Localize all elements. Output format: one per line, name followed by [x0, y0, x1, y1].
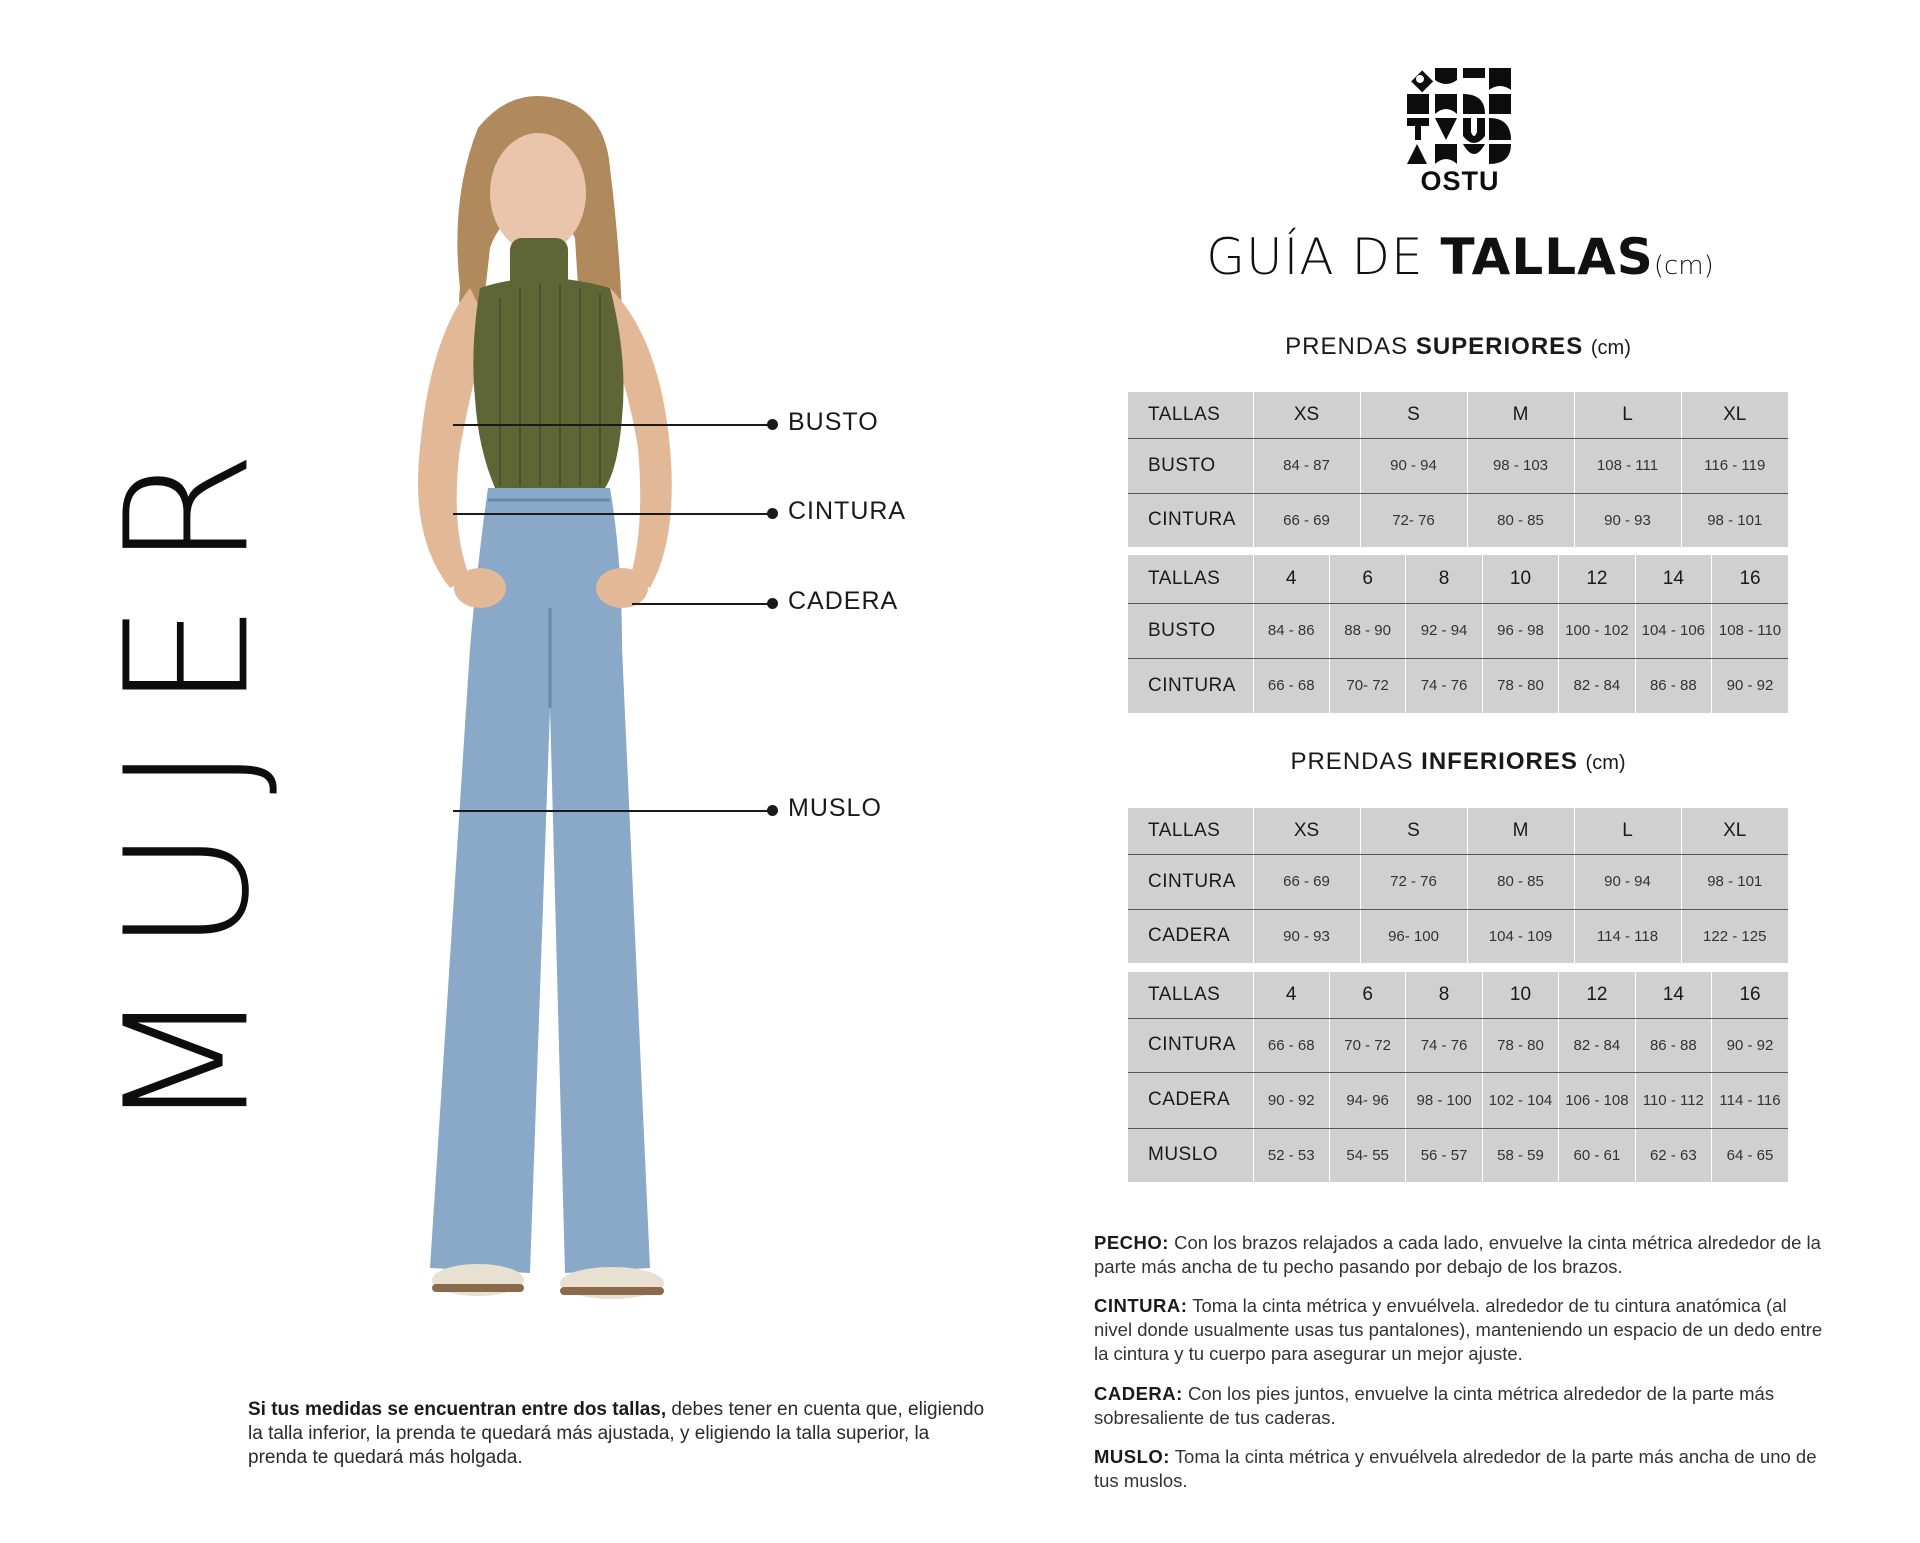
- table-row: [1128, 603, 1788, 658]
- table-cell: 98 - 101: [1681, 493, 1788, 547]
- table-cell: 98 - 101: [1681, 854, 1788, 909]
- table-cell: 14: [1635, 555, 1711, 603]
- table-cell: 12: [1559, 972, 1635, 1018]
- upper-section-title: [1108, 333, 1808, 361]
- muslo-line: [453, 810, 773, 812]
- table-cell: XS: [1253, 808, 1360, 854]
- definition-pecho: [1094, 1231, 1824, 1279]
- lower-title-emphasis: INFERIORES: [1421, 748, 1578, 775]
- title-emphasis: TALLAS: [1440, 228, 1654, 286]
- definition-term: CADERA:: [1094, 1383, 1183, 1404]
- busto-dot: [767, 419, 778, 430]
- upper-numbers-table: [1128, 555, 1788, 713]
- cintura-line: [453, 513, 773, 515]
- title-prefix: GUÍA DE: [1206, 228, 1424, 286]
- table-cell: 98 - 100: [1406, 1072, 1482, 1128]
- table-cell: 104 - 106: [1635, 603, 1711, 658]
- table-cell: BUSTO: [1128, 438, 1253, 493]
- table-row: [1128, 854, 1788, 909]
- table-cell: 90 - 94: [1574, 854, 1681, 909]
- upper-title-unit: (cm): [1590, 337, 1631, 359]
- table-cell: MUSLO: [1148, 1144, 1219, 1166]
- cadera-dot: [767, 598, 778, 609]
- table-cell: CADERA: [1148, 925, 1231, 947]
- table-cell: TALLAS: [1128, 392, 1253, 438]
- table-cell: 100 - 102: [1559, 603, 1635, 658]
- table-cell: 78 - 80: [1482, 1018, 1558, 1072]
- cintura-dot: [767, 508, 778, 519]
- table-cell: 64 - 65: [1712, 1128, 1788, 1182]
- table-cell: 96- 100: [1360, 909, 1467, 963]
- cintura-label: CINTURA: [788, 497, 907, 525]
- definition-text: Con los brazos relajados a cada lado, envuelve la cinta métrica alrededor de la parte más ancha de tu pecho pasando por debajo de los brazos.: [1094, 1232, 1821, 1277]
- table-cell: 82 - 84: [1559, 658, 1635, 713]
- definition-term: PECHO:: [1094, 1232, 1169, 1253]
- table-cell: 70 - 72: [1329, 1018, 1405, 1072]
- muslo-dot: [767, 805, 778, 816]
- table-cell: 86 - 88: [1635, 1018, 1711, 1072]
- table-cell: 16: [1712, 972, 1788, 1018]
- table-cell: 90 - 92: [1712, 658, 1788, 713]
- upper-title-emphasis: SUPERIORES: [1415, 333, 1584, 360]
- table-cell: 78 - 80: [1482, 658, 1558, 713]
- table-cell: TALLAS: [1128, 972, 1253, 1018]
- side-title: [89, 416, 287, 1134]
- table-cell: 66 - 69: [1253, 854, 1360, 909]
- table-cell: TALLAS: [1128, 555, 1253, 603]
- table-cell: S: [1360, 392, 1467, 438]
- table-cell: 66 - 68: [1253, 1018, 1329, 1072]
- table-row: [1128, 1072, 1788, 1128]
- table-cell: 106 - 108: [1559, 1072, 1635, 1128]
- table-cell: 92 - 94: [1406, 603, 1482, 658]
- lower-letters-table: [1128, 808, 1788, 963]
- table-header-row: [1128, 972, 1788, 1018]
- definition-term: CINTURA:: [1094, 1295, 1188, 1316]
- table-row: [1128, 1018, 1788, 1072]
- table-header-row: [1128, 808, 1788, 854]
- table-row: [1128, 493, 1788, 547]
- table-cell: 72 - 76: [1360, 854, 1467, 909]
- table-cell: 108 - 111: [1574, 438, 1681, 493]
- table-cell: 62 - 63: [1635, 1128, 1711, 1182]
- upper-letters-table: [1128, 392, 1788, 547]
- table-cell: 108 - 110: [1712, 603, 1788, 658]
- upper-title-prefix: PRENDAS: [1285, 333, 1409, 360]
- logo-text: OSTU: [1420, 166, 1500, 196]
- table-cell: 90 - 92: [1712, 1018, 1788, 1072]
- definition-muslo: [1094, 1445, 1824, 1493]
- table-cell: 70- 72: [1329, 658, 1405, 713]
- table-cell: 116 - 119: [1681, 438, 1788, 493]
- table-cell: 110 - 112: [1635, 1072, 1711, 1128]
- busto-label: BUSTO: [788, 408, 879, 436]
- table-cell: 52 - 53: [1253, 1128, 1329, 1182]
- table-cell: 86 - 88: [1635, 658, 1711, 713]
- lower-title-unit: (cm): [1585, 752, 1626, 774]
- table-cell: 84 - 87: [1253, 438, 1360, 493]
- table-cell: 94- 96: [1329, 1072, 1405, 1128]
- table-cell: 66 - 68: [1253, 658, 1329, 713]
- table-cell: XL: [1681, 392, 1788, 438]
- table-cell: XL: [1681, 808, 1788, 854]
- table-cell: 90 - 92: [1253, 1072, 1329, 1128]
- title-unit: (cm): [1653, 251, 1714, 281]
- table-header-row: [1128, 392, 1788, 438]
- table-cell: 74 - 76: [1406, 1018, 1482, 1072]
- table-cell: 58 - 59: [1482, 1128, 1558, 1182]
- table-cell: 56 - 57: [1406, 1128, 1482, 1182]
- table-cell: L: [1574, 808, 1681, 854]
- cadera-line: [632, 603, 773, 605]
- table-cell: 4: [1253, 972, 1329, 1018]
- table-cell: 90 - 94: [1360, 438, 1467, 493]
- table-cell: 8: [1406, 555, 1482, 603]
- table-cell: 54- 55: [1329, 1128, 1405, 1182]
- table-cell: 80 - 85: [1467, 493, 1574, 547]
- table-cell: CINTURA: [1128, 1018, 1253, 1072]
- table-cell: 90 - 93: [1574, 493, 1681, 547]
- definition-cadera: [1094, 1382, 1824, 1430]
- table-header-row: [1128, 555, 1788, 603]
- lower-section-title: [1108, 748, 1808, 776]
- table-cell: 12: [1559, 555, 1635, 603]
- table-cell: 6: [1329, 555, 1405, 603]
- table-cell: M: [1467, 808, 1574, 854]
- table-cell: 96 - 98: [1482, 603, 1558, 658]
- cadera-label: CADERA: [788, 587, 899, 615]
- size-note: [248, 1398, 988, 1470]
- table-cell: 80 - 85: [1467, 854, 1574, 909]
- definition-text: Con los pies juntos, envuelve la cinta métrica alrededor de la parte más sobresaliente de tus caderas.: [1094, 1383, 1775, 1428]
- table-cell: 72- 76: [1360, 493, 1467, 547]
- table-cell: 60 - 61: [1559, 1128, 1635, 1182]
- table-cell: 88 - 90: [1329, 603, 1405, 658]
- table-cell: L: [1574, 392, 1681, 438]
- side-title-text: MUJER: [89, 416, 287, 1134]
- table-cell: 8: [1406, 972, 1482, 1018]
- definition-text: Toma la cinta métrica y envuélvela. alrededor de tu cintura anatómica (al nivel donde usualmente usas tus pantalones), manteniendo un espacio de un dedo entre la cintura y tu cuerpo para asegurar un mejor ajuste.: [1094, 1295, 1823, 1364]
- table-cell: 82 - 84: [1559, 1018, 1635, 1072]
- definition-text: Toma la cinta métrica y envuélvela alrededor de la parte más ancha de uno de tus muslos.: [1094, 1446, 1817, 1491]
- size-note-bold: Si tus medidas se encuentran entre dos tallas,: [248, 1399, 667, 1420]
- table-cell: BUSTO: [1128, 603, 1253, 658]
- table-row: [1128, 1128, 1788, 1182]
- definition-cintura: [1094, 1294, 1824, 1366]
- table-cell: 66 - 69: [1253, 493, 1360, 547]
- muslo-label: MUSLO: [788, 794, 882, 822]
- table-cell: M: [1467, 392, 1574, 438]
- table-cell: CINTURA: [1148, 674, 1236, 696]
- table-cell: TALLAS: [1128, 808, 1253, 854]
- table-cell: 16: [1712, 555, 1788, 603]
- table-cell: CINTURA: [1128, 854, 1253, 909]
- lower-title-prefix: PRENDAS: [1290, 748, 1414, 775]
- table-cell: 84 - 86: [1253, 603, 1329, 658]
- ostu-geometric-logo: [1405, 66, 1515, 166]
- table-cell: S: [1360, 808, 1467, 854]
- page-title: [1100, 228, 1820, 286]
- table-cell: 114 - 118: [1574, 909, 1681, 963]
- table-cell: 122 - 125: [1681, 909, 1788, 963]
- table-cell: XS: [1253, 392, 1360, 438]
- woman-model-figure: [360, 88, 740, 1328]
- table-cell: CADERA: [1128, 1072, 1253, 1128]
- table-cell: 74 - 76: [1406, 658, 1482, 713]
- table-row: [1128, 438, 1788, 493]
- table-row: [1128, 658, 1788, 713]
- table-cell: 4: [1253, 555, 1329, 603]
- table-cell: 102 - 104: [1482, 1072, 1558, 1128]
- size-note-text: debes tener en cuenta que, eligiendo la talla inferior, la prenda te quedará más ajustada, y eligiendo la talla superior, la prenda te quedará más holgada.: [248, 1399, 985, 1468]
- table-cell: 14: [1635, 972, 1711, 1018]
- table-row: [1128, 909, 1788, 963]
- definition-term: MUSLO:: [1094, 1446, 1170, 1467]
- table-cell: CINTURA: [1148, 509, 1236, 531]
- table-cell: 10: [1482, 972, 1558, 1018]
- lower-numbers-table: [1128, 972, 1788, 1182]
- table-cell: 10: [1482, 555, 1558, 603]
- table-cell: 90 - 93: [1253, 909, 1360, 963]
- table-cell: 6: [1329, 972, 1405, 1018]
- table-cell: 104 - 109: [1467, 909, 1574, 963]
- table-cell: 114 - 116: [1712, 1072, 1788, 1128]
- busto-line: [453, 424, 773, 426]
- table-cell: 98 - 103: [1467, 438, 1574, 493]
